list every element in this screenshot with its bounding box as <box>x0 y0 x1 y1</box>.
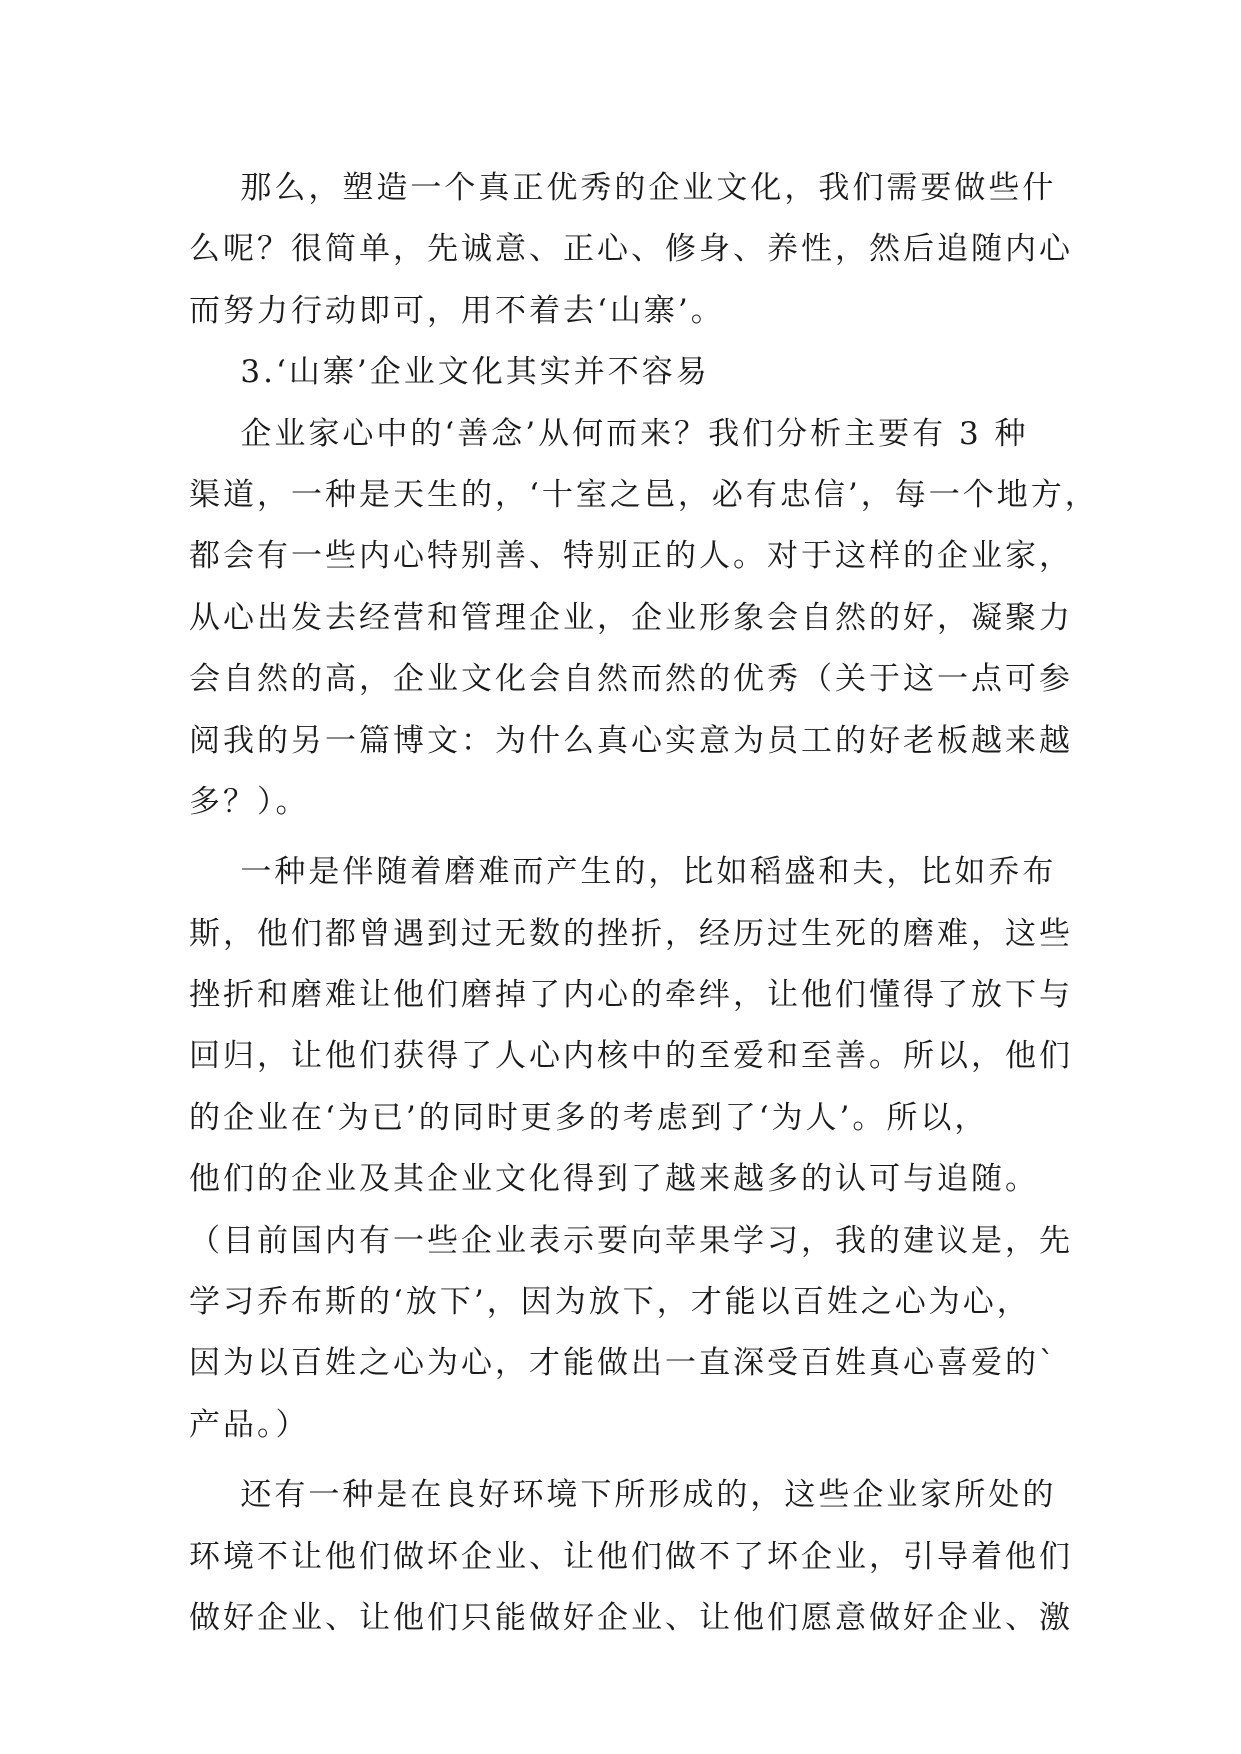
document-body <box>189 158 1099 1649</box>
text-line: 都会有一些内心特别善、特别正的人。对于这样的企业家， <box>189 538 1073 575</box>
section-heading <box>189 342 1069 403</box>
text-line: 一种是伴随着磨难而产生的，比如稻盛和夫，比如乔布 <box>189 854 1057 891</box>
paragraph-gap <box>189 1456 1069 1465</box>
text-line: 企业家心中的‘善念’从何而来？我们分析主要有 3 种 <box>189 415 1029 452</box>
paragraph <box>189 404 1099 834</box>
text-line: 环境不让他们做坏企业、让他们做不了坏企业，引导着他们 <box>189 1538 1073 1575</box>
text-line: 会自然的高，企业文化会自然而然的优秀（关于这一点可参 <box>189 661 1073 698</box>
text-line: 做好企业、让他们只能做好企业、让他们愿意做好企业、激 <box>189 1599 1073 1636</box>
text-line: （目前国内有一些企业表示要向苹果学习，我的建议是，先 <box>189 1222 1073 1259</box>
text-line: 的企业在‘为已’的同时更多的考虑到了‘为人’。所以， <box>189 1099 989 1136</box>
text-line: 阅我的另一篇博文：为什么真心实意为员工的好老板越来越 <box>189 722 1073 759</box>
text-line: 还有一种是在良好环境下所形成的，这些企业家所处的 <box>189 1477 1057 1514</box>
text-line: 从心出发去经营和管理企业，企业形象会自然的好，凝聚力 <box>189 599 1073 636</box>
text-line: 挫折和磨难让他们磨掉了内心的牵绊，让他们懂得了放下与 <box>189 977 1073 1014</box>
text-line: 回归，让他们获得了人心内核中的至爱和至善。所以，他们 <box>189 1038 1073 1075</box>
text-line: 那么，塑造一个真正优秀的企业文化，我们需要做些什 <box>189 170 1057 206</box>
text-line: 而努力行动即可，用不着去‘山寨’。 <box>189 292 725 329</box>
paragraph <box>189 158 1073 342</box>
text-line: 产品。） <box>189 1406 310 1443</box>
paragraph <box>189 1465 1073 1649</box>
paragraph-gap <box>189 833 1069 842</box>
text-line: 渠道，一种是天生的，‘十室之邑，必有忠信’，每一个地方， <box>189 476 1099 513</box>
text-line: 3.‘山寨’企业文化其实并不容易 <box>189 354 710 391</box>
paragraph <box>189 842 1073 1456</box>
text-line: 斯，他们都曾遇到过无数的挫折，经历过生死的磨难，这些 <box>189 915 1073 952</box>
text-line: 他们的企业及其企业文化得到了越来越多的认可与追随。 <box>189 1161 1039 1198</box>
text-line: 学习乔布斯的‘放下’，因为放下，才能以百姓之心为心， <box>189 1284 1031 1321</box>
text-line: 因为以百姓之心为心，才能做出一直深受百姓真心喜爱的` <box>189 1345 1058 1382</box>
text-line: 么呢？很简单，先诚意、正心、修身、养性，然后追随内心 <box>189 231 1073 268</box>
text-line: 多？）。 <box>189 783 310 820</box>
